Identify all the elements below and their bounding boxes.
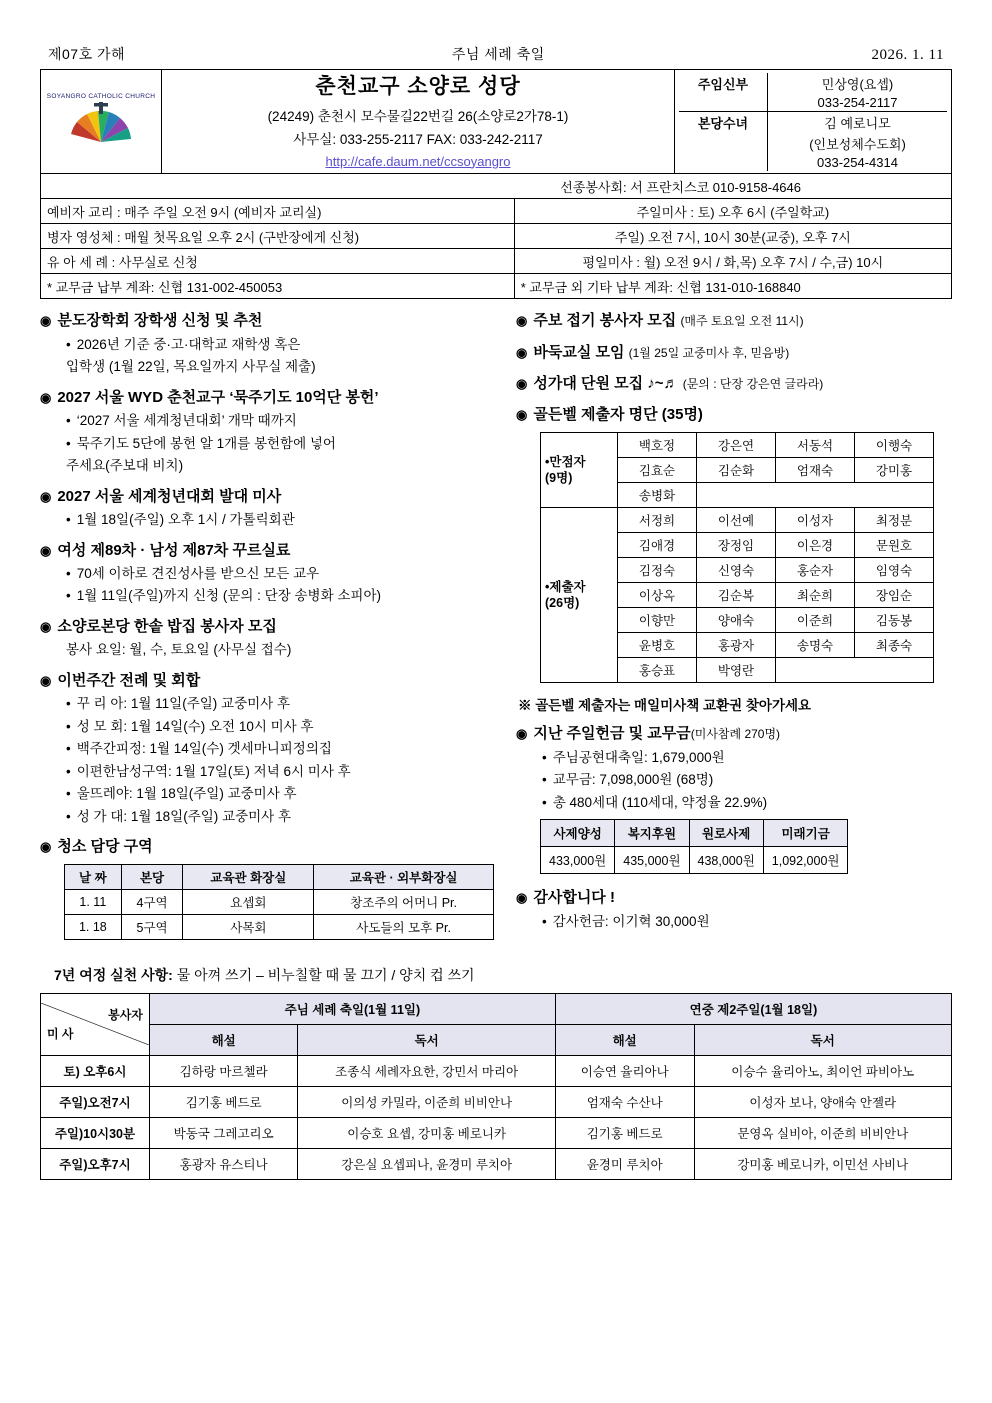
bullet-icon: ◉ xyxy=(516,313,528,329)
practice-text: 물 아껴 쓰기 – 비누칠할 때 물 끄기 / 양치 컵 쓰기 xyxy=(176,966,475,983)
dot-icon: • xyxy=(66,413,71,429)
minister-cell: 이승연 율리아나 xyxy=(555,1055,694,1086)
cleaning-table xyxy=(64,864,494,940)
table-row xyxy=(541,847,848,874)
name-cell: 이상옥 xyxy=(618,583,697,608)
notice-cleaning xyxy=(40,837,494,939)
offering-account: * 교무금 납부 계좌: 신협 131-002-450053 xyxy=(41,274,515,299)
col-edu-outer-restroom: 교육관 · 외부화장실 xyxy=(314,864,494,889)
mass-time: 주일)오후7시 xyxy=(41,1148,150,1179)
cell-edu: 사목회 xyxy=(183,914,314,939)
notice-title: 2027 서울 세계청년대회 발대 미사 xyxy=(57,487,282,505)
table-row xyxy=(65,889,494,914)
golden-bell-table xyxy=(540,432,934,683)
parish-address: (24249) 춘천시 모수물길22번길 26(소양로2가78-1) xyxy=(267,109,569,125)
name-cell: 윤병호 xyxy=(618,633,697,658)
amount-cell: 435,000원 xyxy=(615,847,689,874)
name-cell: 장임순 xyxy=(855,583,934,608)
subheader-reader-2: 독서 xyxy=(694,1024,952,1055)
info-row xyxy=(41,174,952,199)
dot-icon: • xyxy=(542,772,547,788)
feast-title: 주님 세례 축일 xyxy=(451,46,545,62)
info-row xyxy=(41,249,952,274)
notice-note: (1월 25일 교중미사 후, 믿음방) xyxy=(628,345,790,360)
notice-wyd-mass xyxy=(40,487,494,530)
name-cell: 이행숙 xyxy=(855,433,934,458)
pastor-name: 민상영(요셉) xyxy=(821,76,894,92)
parish-identity xyxy=(162,70,675,174)
parish-logo xyxy=(41,70,162,174)
other-account: * 교무금 외 기타 납부 계좌: 신협 131-010-168840 xyxy=(514,274,951,299)
table-row xyxy=(65,914,494,939)
col-date: 날 짜 xyxy=(65,864,122,889)
minister-cell: 문영옥 실비아, 이준희 비비안나 xyxy=(694,1117,952,1148)
offering-line: 주님공현대축일: 1,679,000원 xyxy=(552,749,725,765)
name-cell: 이향만 xyxy=(618,608,697,633)
mass-time: 주일)10시30분 xyxy=(41,1117,150,1148)
bullet-icon: ◉ xyxy=(40,488,52,504)
bullet-icon: ◉ xyxy=(40,542,52,558)
cell-outer: 창조주의 어머니 Pr. xyxy=(314,889,494,914)
dot-icon: • xyxy=(66,511,71,527)
cell-edu: 요셉회 xyxy=(183,889,314,914)
cell-date: 1. 18 xyxy=(65,914,122,939)
table-header-row xyxy=(65,864,494,889)
col-edu-restroom: 교육관 화장실 xyxy=(183,864,314,889)
col-future-fund: 미래기금 xyxy=(763,820,848,847)
name-cell: 이성자 xyxy=(776,508,855,533)
cell-main: 5구역 xyxy=(121,914,183,939)
minister-cell: 엄재숙 수산나 xyxy=(555,1086,694,1117)
amount-cell: 438,000원 xyxy=(689,847,763,874)
sister-label: 본당수녀 xyxy=(679,111,768,133)
left-column xyxy=(40,311,494,950)
name-cell: 엄재숙 xyxy=(776,458,855,483)
notice-title: 청소 담당 구역 xyxy=(57,838,153,856)
bullet-icon: ◉ xyxy=(40,389,52,405)
notice-choir-recruit xyxy=(516,374,952,394)
col-main-church: 본당 xyxy=(121,864,183,889)
issue-date: 2026. 1. 11 xyxy=(871,47,944,63)
cell-date: 1. 11 xyxy=(65,889,122,914)
dot-icon: • xyxy=(542,913,547,929)
notice-thanks xyxy=(516,888,952,931)
corner-label-minister: 봉사자 xyxy=(108,1008,143,1023)
bulletin-body xyxy=(40,311,952,950)
name-cell: 송명숙 xyxy=(776,633,855,658)
golden-bell-note: ※ 골든벨 제출자는 매일미사책 교환권 찾아가세요 xyxy=(518,698,812,714)
notice-title: 소양로본당 한솥 밥집 봉사자 모집 xyxy=(57,617,277,635)
minister-cell: 이승수 율리아노, 최이언 파비아노 xyxy=(694,1055,952,1086)
name-cell: 박영란 xyxy=(697,658,776,683)
bullet-icon: ◉ xyxy=(516,407,528,423)
right-column xyxy=(512,311,952,950)
notice-scholarship xyxy=(40,311,494,376)
table-row xyxy=(41,1148,952,1179)
minister-cell: 김하랑 마르첼라 xyxy=(149,1055,298,1086)
weekday-mass-times: 평일미사 : 월) 오전 9시 / 화,목) 오후 7시 / 수,금) 10시 xyxy=(514,249,951,274)
bullet-icon: ◉ xyxy=(40,672,52,688)
name-cell: 이준희 xyxy=(776,608,855,633)
notice-offering xyxy=(516,724,952,874)
sister-order: (인보성체수도회) xyxy=(809,136,906,152)
dot-icon: • xyxy=(66,588,71,604)
group-header-week2: 연중 제2주일(1월 18일) xyxy=(555,993,951,1024)
empty-cell xyxy=(776,658,934,683)
name-cell: 서동석 xyxy=(776,433,855,458)
dot-icon: • xyxy=(66,565,71,581)
practice-label: 7년 여정 실천 사항: xyxy=(54,966,173,983)
ministry-schedule-table xyxy=(40,993,952,1180)
sister-tel: 033-254-4314 xyxy=(817,154,898,170)
dot-icon: • xyxy=(542,749,547,765)
table-header-row xyxy=(541,820,848,847)
name-cell: 강미홍 xyxy=(855,458,934,483)
offering-line: 총 480세대 (110세대, 약정율 22.9%) xyxy=(552,794,768,810)
name-cell: 백호정 xyxy=(618,433,697,458)
group-label: •제출자 xyxy=(545,579,586,594)
dot-icon: • xyxy=(542,794,547,810)
dot-icon: • xyxy=(66,336,71,352)
bullet-icon: ◉ xyxy=(40,618,52,634)
sister-name: 김 예로니모 xyxy=(824,115,891,131)
thanks-line: 감사헌금: 이기혁 30,000원 xyxy=(552,913,710,929)
notice-baduk-class xyxy=(516,343,952,363)
name-cell: 김효순 xyxy=(618,458,697,483)
name-cell: 최순희 xyxy=(776,583,855,608)
name-cell: 이은경 xyxy=(776,533,855,558)
group-submitters xyxy=(541,508,618,683)
bullet-icon: ◉ xyxy=(40,313,52,329)
notice-golden-bell xyxy=(516,405,952,683)
name-cell: 문원호 xyxy=(855,533,934,558)
bullet-icon: ◉ xyxy=(516,375,528,391)
notice-sub: 봉사 요일: 월, 수, 토요일 (사무실 접수) xyxy=(66,642,292,658)
notice-sub: 묵주기도 5단에 봉헌 알 1개를 봉헌함에 넣어 xyxy=(76,435,336,451)
notice-title: 성가대 단원 모집 ♪~♬ xyxy=(533,374,679,392)
dot-icon: • xyxy=(66,763,71,779)
issue-number: 제07호 가해 xyxy=(48,46,126,62)
name-cell: 서정희 xyxy=(618,508,697,533)
minister-cell: 홍광자 유스티나 xyxy=(149,1148,298,1179)
minister-cell: 박동국 그레고리오 xyxy=(149,1117,298,1148)
notice-sub: 입학생 (1월 22일, 목요일까지 사무실 제출) xyxy=(66,359,316,375)
dot-icon: • xyxy=(66,741,71,757)
notice-title: 주보 접기 봉사자 모집 xyxy=(533,312,677,330)
mass-time: 주일)오전7시 xyxy=(41,1086,150,1117)
meeting-item: 울뜨레야: 1월 18일(주일) 교중미사 후 xyxy=(76,786,297,802)
meeting-item: 성 모 회: 1월 14일(수) 오전 10시 미사 후 xyxy=(76,718,314,734)
notice-soup-kitchen xyxy=(40,617,494,660)
name-cell: 최정분 xyxy=(855,508,934,533)
minister-cell: 강은실 요셉피나, 윤경미 루치아 xyxy=(298,1148,555,1179)
minister-cell: 이의성 카밀라, 이준희 비비안나 xyxy=(298,1086,555,1117)
notice-sub: 70세 이하로 견진성사를 받으신 모든 교우 xyxy=(76,565,320,581)
sick-communion: 병자 영성체 : 매월 첫목요일 오후 2시 (구반장에게 신청) xyxy=(41,224,515,249)
cell-outer: 사도들의 모후 Pr. xyxy=(314,914,494,939)
name-cell: 홍순자 xyxy=(776,558,855,583)
table-row xyxy=(41,1117,952,1148)
col-retired-priest: 원로사제 xyxy=(689,820,763,847)
meeting-item: 백주간피정: 1월 14일(수) 겟세마니피정의집 xyxy=(76,741,332,757)
practice-line xyxy=(54,965,952,985)
notice-title: 감사합니다 ! xyxy=(533,889,615,907)
minister-cell: 조종식 세례자요한, 강민서 마리아 xyxy=(298,1055,555,1086)
name-cell: 김순화 xyxy=(697,458,776,483)
table-row xyxy=(41,1086,952,1117)
name-cell: 송병화 xyxy=(618,483,697,508)
subheader-commentator-2: 해설 xyxy=(555,1024,694,1055)
minister-cell: 김기홍 베드로 xyxy=(555,1117,694,1148)
meeting-item: 꾸 리 아: 1월 11일(주일) 교중미사 후 xyxy=(76,695,290,711)
subheader-commentator-1: 해설 xyxy=(149,1024,298,1055)
minister-cell: 이성자 보나, 양애숙 안젤라 xyxy=(694,1086,952,1117)
notice-title: 여성 제89차 · 남성 제87차 꾸르실료 xyxy=(57,541,291,559)
dot-icon: • xyxy=(66,786,71,802)
sunday-mass-sat: 주일미사 : 토) 오후 6시 (주일학교) xyxy=(514,199,951,224)
funeral-ministry: 선종봉사회: 서 프란치스코 010-9158-4646 xyxy=(41,174,952,199)
meeting-item: 성 가 대: 1월 18일(주일) 교중미사 후 xyxy=(76,808,291,824)
bullet-icon: ◉ xyxy=(40,839,52,855)
subheader-reader-1: 독서 xyxy=(298,1024,555,1055)
name-cell: 홍승표 xyxy=(618,658,697,683)
dot-icon: • xyxy=(66,435,71,451)
name-cell: 홍광자 xyxy=(697,633,776,658)
notice-note: (미사참례 270명) xyxy=(690,727,781,742)
notice-sub: 2026년 기준 중·고·대학교 재학생 혹은 xyxy=(76,336,301,352)
name-cell: 장정임 xyxy=(697,533,776,558)
empty-cell xyxy=(697,483,934,508)
notice-sub: 주세요(주보대 비치) xyxy=(66,458,184,474)
offering-table xyxy=(540,819,848,874)
pastor-label: 주임신부 xyxy=(679,73,768,94)
table-row xyxy=(41,1055,952,1086)
bullet-icon: ◉ xyxy=(516,726,528,742)
notice-wyd-rosary xyxy=(40,388,494,476)
parish-phone: 사무실: 033-255-2117 FAX: 033-242-2117 xyxy=(293,132,543,147)
name-cell: 이선예 xyxy=(697,508,776,533)
name-cell: 김순복 xyxy=(697,583,776,608)
parish-website-link[interactable]: http://cafe.daum.net/ccsoyangro xyxy=(325,153,511,169)
parish-staff xyxy=(675,70,952,174)
meeting-item: 이편한남성구역: 1월 17일(토) 저녁 6시 미사 후 xyxy=(76,763,351,779)
mass-time: 토) 오후6시 xyxy=(41,1055,150,1086)
col-priest-formation: 사제양성 xyxy=(541,820,615,847)
dot-icon: • xyxy=(66,718,71,734)
group-count: (26명) xyxy=(545,596,580,611)
catechumen-class: 예비자 교리 : 매주 주일 오전 9시 (예비자 교리실) xyxy=(41,199,515,224)
name-cell: 김애경 xyxy=(618,533,697,558)
minister-cell: 김기홍 베드로 xyxy=(149,1086,298,1117)
name-cell: 김동봉 xyxy=(855,608,934,633)
notice-title: 이번주간 전례 및 회합 xyxy=(57,671,201,689)
church-emblem-icon xyxy=(64,102,138,148)
name-cell: 강은연 xyxy=(697,433,776,458)
pastor-tel: 033-254-2117 xyxy=(768,94,948,112)
group-perfect-score xyxy=(541,433,618,508)
table-header-row xyxy=(41,993,952,1024)
minister-cell: 강미홍 베로니카, 이민선 사비나 xyxy=(694,1148,952,1179)
masthead-table xyxy=(40,69,952,174)
group-header-baptism: 주님 세례 축일(1월 11일) xyxy=(149,993,555,1024)
dot-icon: • xyxy=(66,808,71,824)
minister-cell: 윤경미 루치아 xyxy=(555,1148,694,1179)
name-cell: 김정숙 xyxy=(618,558,697,583)
name-cell: 양애숙 xyxy=(697,608,776,633)
group-count: (9명) xyxy=(545,471,573,486)
logo-caption: SOYANGRO CATHOLIC CHURCH xyxy=(46,92,156,100)
notice-sub: ‘2027 서울 세계청년대회’ 개막 때까지 xyxy=(76,413,297,429)
amount-cell: 1,092,000원 xyxy=(763,847,848,874)
notice-title: 분도장학회 장학생 신청 및 추천 xyxy=(57,312,263,330)
group-label: •만점자 xyxy=(545,454,586,469)
corner-label-mass: 미 사 xyxy=(47,1027,74,1042)
sunday-mass-times: 주일) 오전 7시, 10시 30분(교중), 오후 7시 xyxy=(514,224,951,249)
notice-title: 바둑교실 모임 xyxy=(533,343,625,361)
notice-weekly-meetings xyxy=(40,671,494,827)
info-row xyxy=(41,224,952,249)
account-row xyxy=(41,274,952,299)
minister-cell: 이승호 요셉, 강미홍 베로니카 xyxy=(298,1117,555,1148)
name-cell: 임영숙 xyxy=(855,558,934,583)
parish-name: 춘천교구 소양로 성당 xyxy=(315,75,521,98)
cell-main: 4구역 xyxy=(121,889,183,914)
notice-note: (매주 토요일 오전 11시) xyxy=(680,314,804,329)
col-welfare: 복지후원 xyxy=(615,820,689,847)
notice-note: (문의 : 단장 강은연 글라라) xyxy=(682,376,824,391)
info-row xyxy=(41,199,952,224)
infant-baptism: 유 아 세 례 : 사무실로 신청 xyxy=(41,249,515,274)
parish-info-table xyxy=(40,173,952,299)
amount-cell: 433,000원 xyxy=(541,847,615,874)
dot-icon: • xyxy=(66,695,71,711)
top-header-line xyxy=(40,44,952,69)
name-cell: 신영숙 xyxy=(697,558,776,583)
name-cell: 최종숙 xyxy=(855,633,934,658)
notice-bulletin-folding xyxy=(516,311,952,331)
notice-title: 2027 서울 WYD 춘천교구 ‘묵주기도 10억단 봉헌’ xyxy=(57,388,379,406)
table-row xyxy=(541,508,934,533)
bullet-icon: ◉ xyxy=(516,344,528,360)
notice-title: 골든벨 제출자 명단 (35명) xyxy=(533,406,703,424)
notice-cursillo xyxy=(40,541,494,606)
table-row xyxy=(541,433,934,458)
table-subheader-row xyxy=(41,1024,952,1055)
schedule-corner-cell xyxy=(41,993,150,1055)
bullet-icon: ◉ xyxy=(516,890,528,906)
notice-sub: 1월 18일(주일) 오후 1시 / 가톨릭회관 xyxy=(76,511,295,527)
offering-line: 교무금: 7,098,000원 (68명) xyxy=(552,772,714,788)
notice-sub: 1월 11일(주일)까지 신청 (문의 : 단장 송병화 소피아) xyxy=(76,588,381,604)
notice-title: 지난 주일헌금 및 교무금 xyxy=(533,725,691,743)
